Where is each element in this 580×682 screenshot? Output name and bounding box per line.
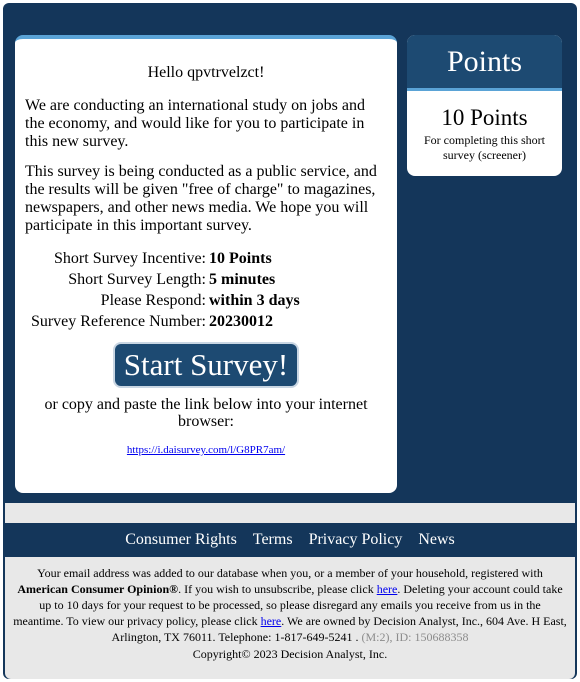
intro-paragraph: We are conducting an international study on jobs and the economy, and would like for you to participate in this new survey. xyxy=(25,97,365,150)
footer-link-news[interactable]: News xyxy=(418,531,455,548)
start-survey-button[interactable]: Start Survey! xyxy=(115,344,297,386)
brand-name: American Consumer Opinion® xyxy=(17,582,179,596)
info-value: 10 Points xyxy=(209,250,272,267)
copyright: Copyright© 2023 Decision Analyst, Inc. xyxy=(192,647,388,661)
meta-id: (M:2), ID: 150688358 xyxy=(361,630,469,644)
survey-link-container xyxy=(15,444,397,456)
survey-invitation-card xyxy=(15,35,397,493)
footer-link-terms[interactable]: Terms xyxy=(252,531,293,548)
points-value: 10 Points xyxy=(441,105,528,130)
copy-link-instructions: or copy and paste the link below into your internet browser: xyxy=(44,396,368,430)
unsubscribe-link[interactable]: here xyxy=(376,582,398,596)
points-header: Points xyxy=(407,35,562,91)
survey-link[interactable]: https://i.daisurvey.com/l/G8PR7am/ xyxy=(126,444,286,456)
info-label: Please Respond: xyxy=(100,292,206,309)
footer-text: . We are owned by Decision Analyst, Inc., 604 Ave. H East, Arlington, TX 76011. Telephone: 1-817-649-5241 . xyxy=(111,614,567,644)
footer-nav xyxy=(0,531,580,549)
info-value: within 3 days xyxy=(209,292,300,309)
info-value: 5 minutes xyxy=(209,271,276,288)
footer-link-privacy-policy[interactable]: Privacy Policy xyxy=(308,531,403,548)
info-value: 20230012 xyxy=(209,313,273,330)
footer-link-consumer-rights[interactable]: Consumer Rights xyxy=(125,531,237,548)
greeting: Hello qpvtrvelzct! xyxy=(147,64,265,81)
info-label: Short Survey Incentive: xyxy=(54,250,206,267)
footer-text: Your email address was added to our database when you, or a member of your household, registered with xyxy=(37,566,543,580)
privacy-policy-link[interactable]: here xyxy=(260,614,282,628)
info-label: Short Survey Length: xyxy=(68,271,206,288)
divider-bar xyxy=(5,503,575,523)
info-label: Survey Reference Number: xyxy=(30,313,206,330)
footer-text: . Deleting your account could take up to 10 days for your request to be processed, so please disregard any emails you receive from us in the meantime. To view our privacy policy, please click xyxy=(13,582,563,628)
footer-text: . If you wish to unsubscribe, please click xyxy=(178,582,377,596)
points-card xyxy=(407,35,562,176)
points-description: For completing this short survey (screener) xyxy=(424,133,545,162)
service-paragraph: This survey is being conducted as a public service, and the results will be given "free of charge" to magazines, newspapers, and other news media. We hope you will participate in this important survey. xyxy=(25,163,377,234)
footer-disclaimer xyxy=(13,565,567,645)
footer xyxy=(5,557,575,679)
